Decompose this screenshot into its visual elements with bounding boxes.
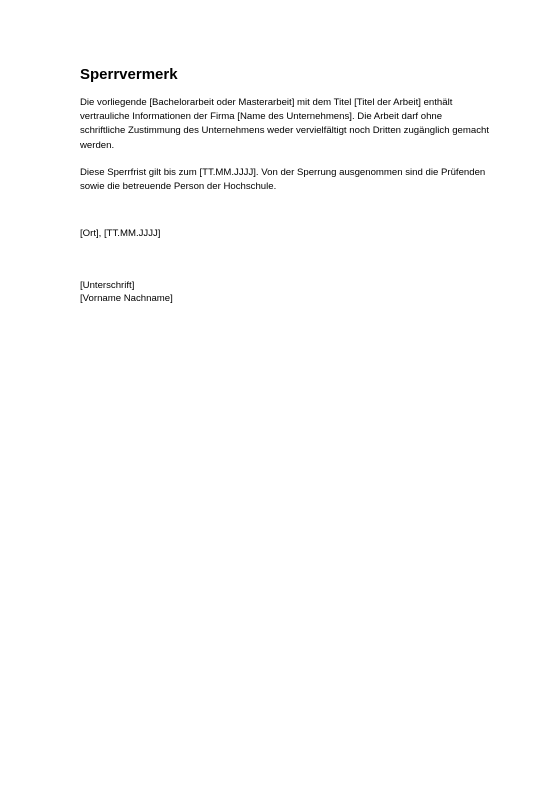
confidentiality-paragraph: Die vorliegende [Bachelorarbeit oder Masterarbeit] mit dem Titel [Titel der Arbeit] enthält vertrauliche Informationen der Firma [Name des Unternehmens]. Die Arbeit darf ohne schriftliche Zustimmung des Unternehmens weder vervielfältigt noch Dritten zugänglich gemacht werden. (80, 97, 489, 151)
signature-block (80, 279, 173, 305)
document-body (80, 66, 490, 194)
page-title: Sperrvermerk (80, 66, 178, 83)
signer-name: [Vorname Nachname] (80, 293, 173, 304)
place-date-line: [Ort], [TT.MM.JJJJ] (80, 228, 161, 239)
signature-placeholder: [Unterschrift] (80, 280, 135, 291)
blocking-period-paragraph: Diese Sperrfrist gilt bis zum [TT.MM.JJJJ]. Von der Sperrung ausgenommen sind die Prüfenden sowie die betreuende Person der Hochschule. (80, 166, 486, 193)
